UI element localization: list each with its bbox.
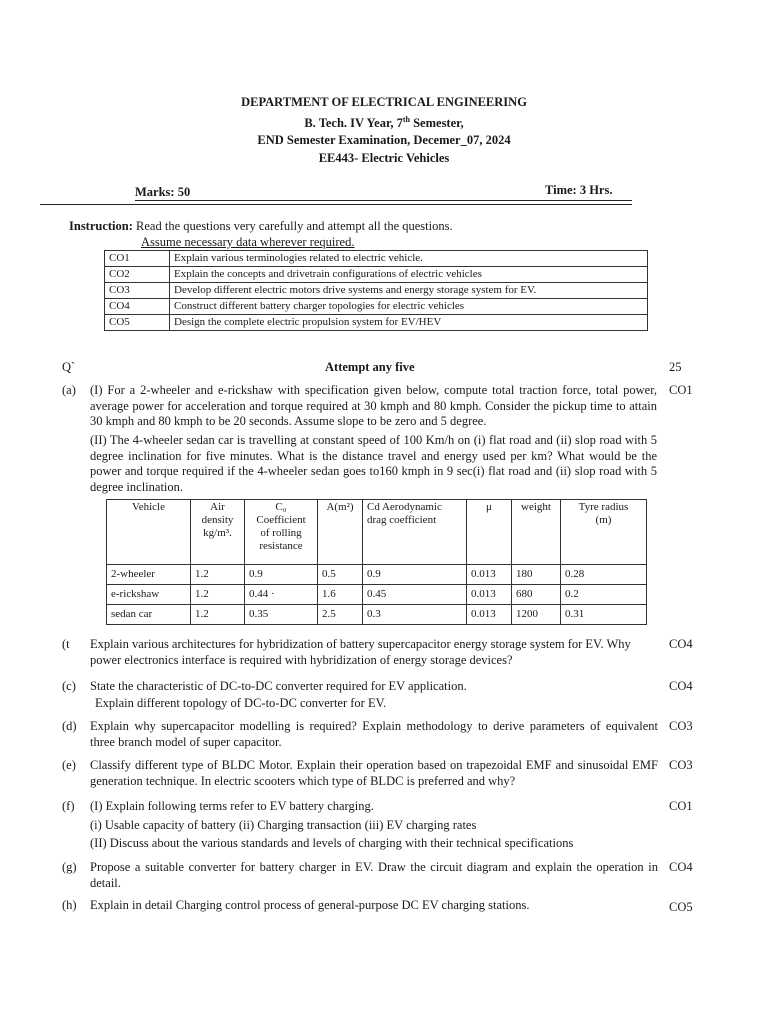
cell-weight: 1200 bbox=[512, 605, 561, 625]
header-vehicle: Vehicle bbox=[107, 500, 191, 565]
marks-label: Marks: 50 bbox=[135, 185, 191, 199]
cell-tyre: 0.2 bbox=[561, 585, 647, 605]
program-sup: th bbox=[402, 115, 410, 124]
question-f-line3: (II) Discuss about the various standards and levels of charging with their technical specifications bbox=[90, 836, 574, 850]
question-g-label: (g) bbox=[62, 860, 77, 874]
question-a-label: (a) bbox=[62, 383, 76, 397]
co-code: CO5 bbox=[105, 315, 170, 331]
course-outcomes-table bbox=[104, 250, 648, 331]
vehicle-row bbox=[107, 565, 647, 585]
question-c-line2: Explain different topology of DC-to-DC converter for EV. bbox=[95, 696, 387, 710]
question-e-text: Classify different type of BLDC Motor. Explain their operation based on trapezoidal EMF and sinusoidal EMF generation technique. In electric scooters which type of BLDC is preferred and why? bbox=[90, 758, 658, 788]
vehicle-row bbox=[107, 585, 647, 605]
vehicle-spec-table bbox=[106, 499, 647, 625]
cell-vehicle: 2-wheeler bbox=[107, 565, 191, 585]
header-area: A(m²) bbox=[318, 500, 363, 565]
department-title: DEPARTMENT OF ELECTRICAL ENGINEERING bbox=[241, 95, 527, 109]
co-text: Develop different electric motors drive systems and energy storage system for EV. bbox=[170, 283, 648, 299]
cell-cd: 0.45 bbox=[363, 585, 467, 605]
program-prefix: B. Tech. IV Year, 7 bbox=[304, 116, 403, 131]
question-h-text: Explain in detail Charging control process of general-purpose DC EV charging stations. bbox=[90, 898, 530, 912]
question-c-label: (c) bbox=[62, 679, 76, 693]
cell-tyre: 0.28 bbox=[561, 565, 647, 585]
co-code: CO4 bbox=[105, 299, 170, 315]
question-f-co: CO1 bbox=[669, 799, 693, 813]
question-d-text: Explain why supercapacitor modelling is required? Explain methodology to derive parameters of equivalent three branch model of super capacitor. bbox=[90, 719, 658, 749]
co-text: Design the complete electric propulsion system for EV/HEV bbox=[170, 315, 648, 331]
cell-area: 1.6 bbox=[318, 585, 363, 605]
program-line bbox=[0, 115, 768, 131]
co-code: CO3 bbox=[105, 283, 170, 299]
vehicle-table-header bbox=[107, 500, 647, 565]
instruction-line bbox=[69, 219, 453, 234]
co-row bbox=[105, 283, 648, 299]
cell-area: 0.5 bbox=[318, 565, 363, 585]
header-underline bbox=[135, 200, 632, 201]
question-b-label: (t bbox=[62, 637, 70, 651]
question-c-co: CO4 bbox=[669, 679, 693, 693]
question-b-text: Explain various architectures for hybridization of battery supercapacitor energy storage system for EV. Why power electronics interface is required with hybridization of energy storage devices? bbox=[90, 637, 631, 667]
question-e-label: (e) bbox=[62, 758, 76, 772]
cell-vehicle: sedan car bbox=[107, 605, 191, 625]
cell-c0: 0.35 bbox=[245, 605, 318, 625]
instruction-line-2: Assume necessary data wherever required. bbox=[141, 235, 355, 249]
cell-cd: 0.3 bbox=[363, 605, 467, 625]
header-rolling-coefficient: C₀ Coefficient of rolling resistance bbox=[245, 500, 318, 565]
instruction-text: Read the questions very carefully and attempt all the questions. bbox=[132, 219, 453, 233]
question-d-label: (d) bbox=[62, 719, 77, 733]
co-code: CO2 bbox=[105, 267, 170, 283]
cell-weight: 180 bbox=[512, 565, 561, 585]
question-g-text: Propose a suitable converter for battery charger in EV. Draw the circuit diagram and explain the operation in detail. bbox=[90, 860, 658, 890]
cell-air: 1.2 bbox=[191, 565, 245, 585]
question-e-co: CO3 bbox=[669, 758, 693, 772]
question-f-label: (f) bbox=[62, 799, 75, 813]
cell-mu: 0.013 bbox=[467, 585, 512, 605]
header-tyre-radius: Tyre radius (m) bbox=[561, 500, 647, 565]
header-mu: μ bbox=[467, 500, 512, 565]
vehicle-row bbox=[107, 605, 647, 625]
co-code: CO1 bbox=[105, 251, 170, 267]
co-row bbox=[105, 299, 648, 315]
cell-air: 1.2 bbox=[191, 585, 245, 605]
question-d-co: CO3 bbox=[669, 719, 693, 733]
question-f-line2: (i) Usable capacity of battery (ii) Charging transaction (iii) EV charging rates bbox=[90, 818, 477, 832]
program-suffix: Semester, bbox=[409, 116, 464, 131]
cell-tyre: 0.31 bbox=[561, 605, 647, 625]
cell-vehicle: e-rickshaw bbox=[107, 585, 191, 605]
question-label: Q` bbox=[62, 360, 76, 374]
time-label: Time: 3 Hrs. bbox=[545, 183, 613, 197]
co-text: Construct different battery charger topologies for electric vehicles bbox=[170, 299, 648, 315]
header-weight: weight bbox=[512, 500, 561, 565]
co-text: Explain the concepts and drivetrain configurations of electric vehicles bbox=[170, 267, 648, 283]
question-b-co: CO4 bbox=[669, 637, 693, 651]
header-air-density: Air density kg/m³. bbox=[191, 500, 245, 565]
cell-weight: 680 bbox=[512, 585, 561, 605]
cell-c0: 0.9 bbox=[245, 565, 318, 585]
cell-mu: 0.013 bbox=[467, 605, 512, 625]
question-h-label: (h) bbox=[62, 898, 77, 912]
question-c-line1: State the characteristic of DC-to-DC converter required for EV application. bbox=[90, 679, 467, 693]
question-g-co: CO4 bbox=[669, 860, 693, 874]
co-row bbox=[105, 315, 648, 331]
exam-line: END Semester Examination, Decemer_07, 2024 bbox=[257, 133, 511, 147]
question-a-part1: (I) For a 2-wheeler and e-rickshaw with specification given below, compute total traction force, total power, average power for acceleration and torque required at 30 kmph and 80 kmph. Consider the pickup time to attain 30 kmph and 80 kmph to be 20 seconds. Assume slope to be zero and 5 degree. bbox=[90, 383, 657, 428]
header-rule bbox=[40, 204, 632, 205]
cell-cd: 0.9 bbox=[363, 565, 467, 585]
co-text: Explain various terminologies related to electric vehicle. bbox=[170, 251, 648, 267]
co-row bbox=[105, 267, 648, 283]
instruction-label: Instruction: bbox=[69, 219, 133, 233]
cell-area: 2.5 bbox=[318, 605, 363, 625]
header-drag-coefficient: Cd Aerodynamic drag coefficient bbox=[363, 500, 467, 565]
question-f-line1: (I) Explain following terms refer to EV battery charging. bbox=[90, 799, 374, 813]
cell-air: 1.2 bbox=[191, 605, 245, 625]
question-h-co: CO5 bbox=[669, 900, 693, 914]
section-marks: 25 bbox=[669, 360, 682, 374]
course-line: EE443- Electric Vehicles bbox=[318, 151, 450, 165]
question-a-co: CO1 bbox=[669, 383, 693, 397]
co-row bbox=[105, 251, 648, 267]
cell-c0: 0.44 · bbox=[245, 585, 318, 605]
cell-mu: 0.013 bbox=[467, 565, 512, 585]
section-title: Attempt any five bbox=[325, 360, 415, 374]
question-a-part2: (II) The 4-wheeler sedan car is travelling at constant speed of 100 Km/h on (i) flat road and (ii) slop road with 5 degree inclination for five minutes. What is the distance travel and energy used per km? What would be the power and torque required if the 4-wheeler sedan goes to160 kmph in 9 sec(i) flat road and (ii) slop road with 5 degree inclination. bbox=[90, 433, 657, 494]
